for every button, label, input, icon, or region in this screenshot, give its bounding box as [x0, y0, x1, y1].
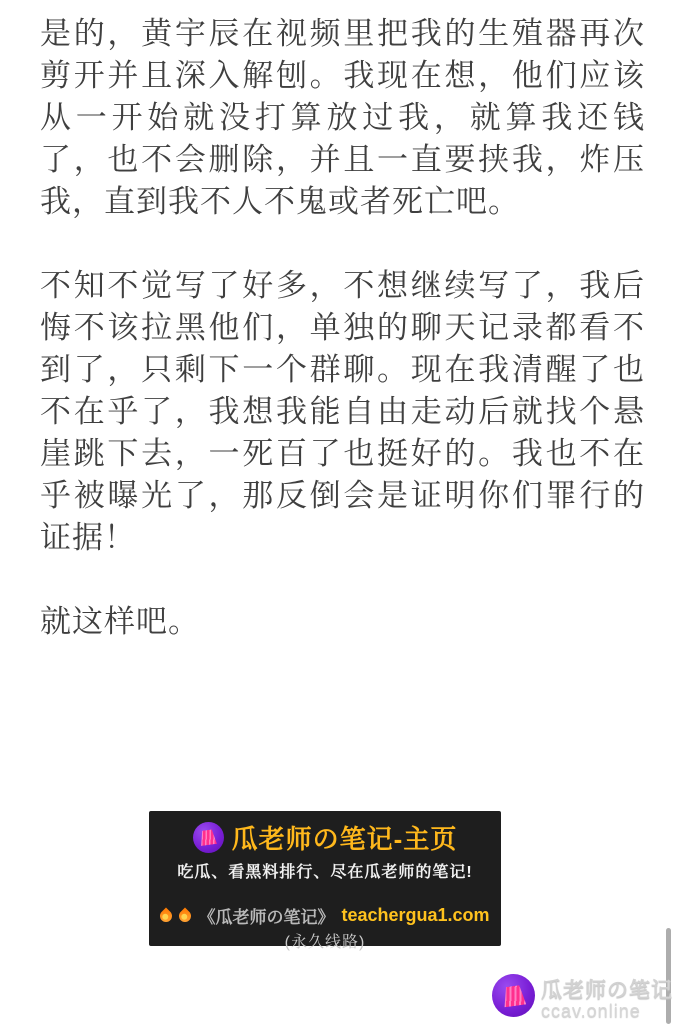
watermark-logo-icon: [492, 974, 535, 1017]
promo-banner-title: 瓜老师の笔记-主页: [231, 824, 458, 854]
pink-melon-glyph-icon: [199, 829, 217, 846]
melon-teacher-logo-icon: [193, 822, 224, 853]
promo-banner-link-row: [149, 903, 501, 928]
article-paragraph-2: 不知不觉写了好多，不想继续写了，我后悔不该拉黑他们，单独的聊天记录都看不到了，只剩下一个群聊。现在我清醒了也不在乎了，我想我能自由走动后就找个悬崖跳下去，一死百了也挺好的。我也不在乎被曝光了，那反倒会是证明你们罪行的证据！: [40, 268, 645, 555]
watermark-text: [541, 974, 673, 1020]
flame-icon: [158, 907, 175, 924]
promo-site-name: 《瓜老师の笔记》: [198, 908, 335, 927]
article-paragraph-3: 就这样吧。: [40, 604, 200, 639]
pink-melon-glyph-icon: [501, 984, 526, 1007]
promo-banner-note: (永久线路): [284, 934, 366, 951]
promo-site-url-link[interactable]: teachergua1.com: [341, 905, 490, 925]
promo-banner-header: [149, 811, 501, 856]
article-paragraph-1: 是的，黄宇辰在视频里把我的生殖器再次剪开并且深入解刨。我现在想，他们应该从一开始就没打算放过我，就算我还钱了，也不会删除，并且一直要挟我，炸压我，直到我不人不鬼或者死亡吧。: [40, 16, 645, 219]
promo-banner[interactable]: [149, 811, 501, 951]
watermark: [492, 974, 673, 1020]
promo-banner-subtitle: 吃瓜、看黑料排行、尽在瓜老师的笔记!: [177, 864, 473, 881]
flame-icon: [177, 907, 194, 924]
watermark-site-title: 瓜老师の笔记: [541, 979, 673, 1002]
watermark-site-domain: ccav.online: [541, 1001, 641, 1021]
